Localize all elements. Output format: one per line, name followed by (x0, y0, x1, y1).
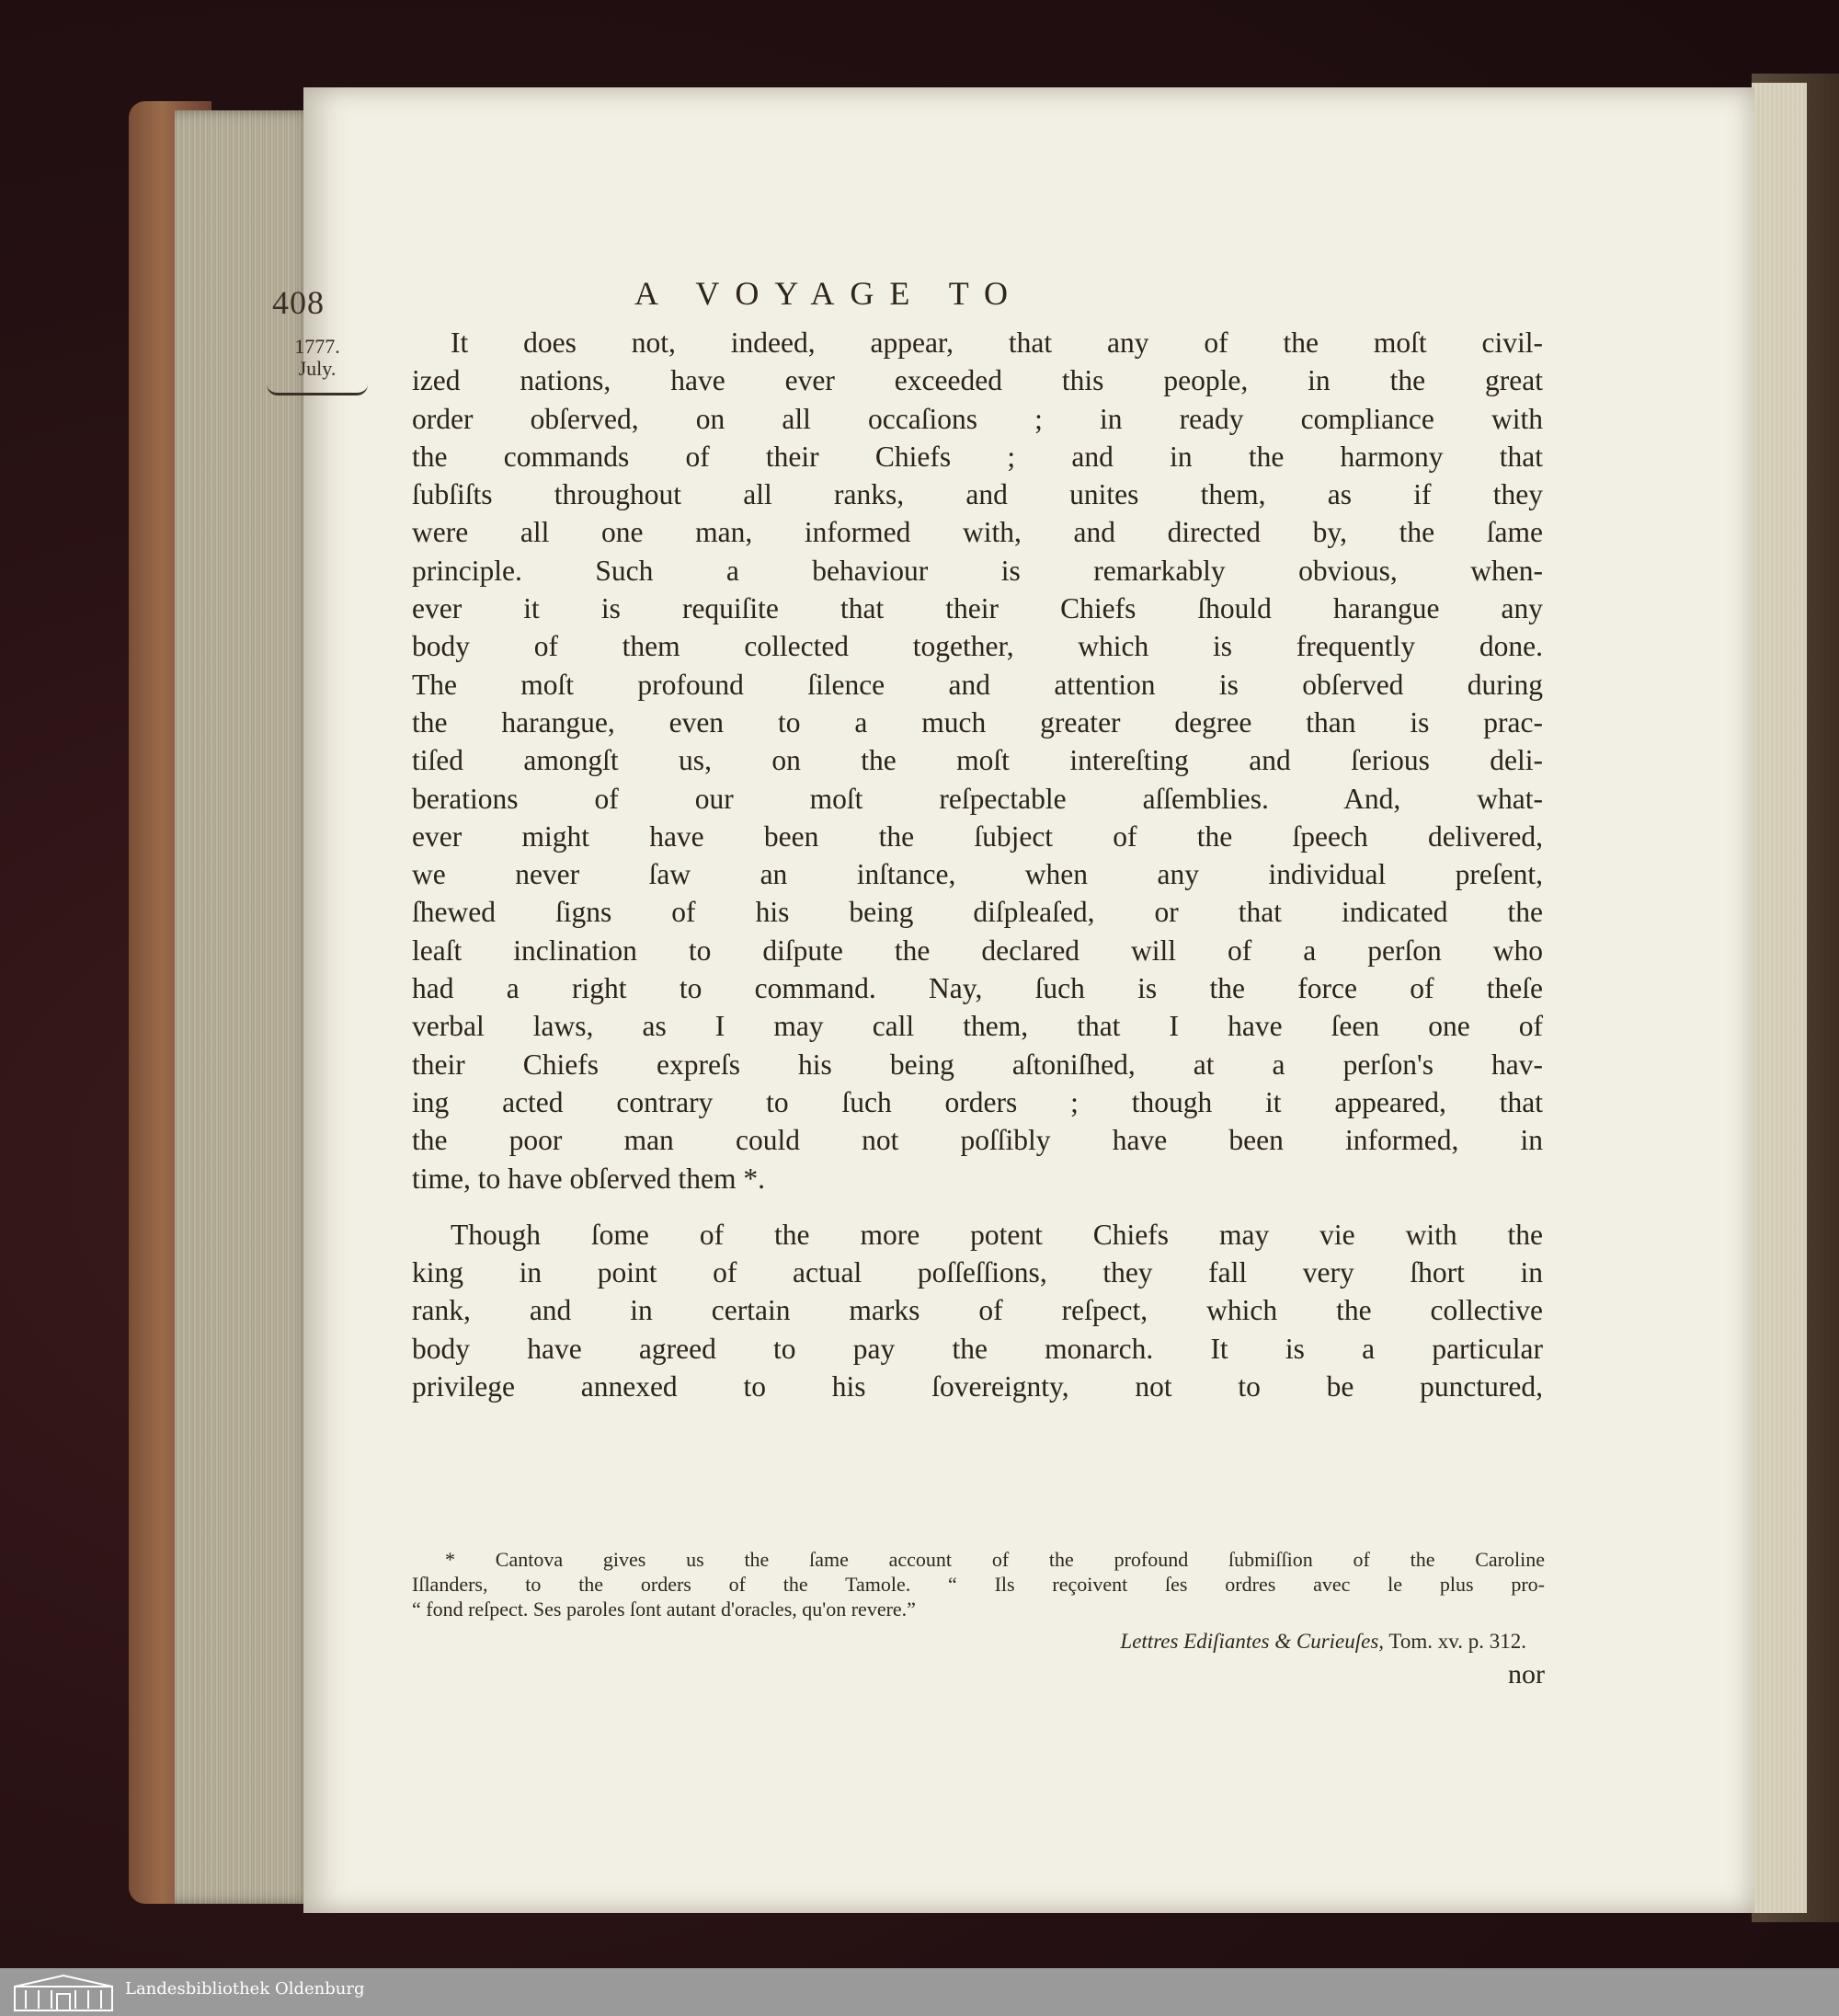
text-line: order obſerved, on all occaſions ; in ready compliance with (412, 402, 1543, 435)
running-head: A VOYAGE TO (634, 275, 1024, 312)
page-number: 408 (272, 284, 325, 321)
margin-bracket (267, 384, 368, 395)
text-line: verbal laws, as I may call them, that I have ſeen one of (412, 1010, 1543, 1043)
text-line: king in point of actual poſſeſſions, they fall very ſhort in (412, 1256, 1543, 1289)
text-line: their Chiefs expreſs his being aſtoniſhed, at a perſon's hav- (412, 1048, 1543, 1081)
text-line: berations of our moſt reſpectable aſſemblies. And, what- (412, 782, 1543, 815)
library-name: Landesbibliothek Oldenburg (125, 1979, 365, 1999)
text-line: the commands of their Chiefs ; and in the harmony that (412, 440, 1543, 473)
text-line: rank, and in certain marks of reſpect, which the collective (412, 1294, 1543, 1327)
footnote-line: “ fond reſpect. Ses paroles ſont autant d'oracles, qu'on revere.” (412, 1598, 916, 1621)
text-line: the poor man could not poſſibly have been informed, in (412, 1124, 1543, 1157)
text-line: principle. Such a behaviour is remarkably obvious, when- (412, 554, 1543, 587)
text-line: time, to have obſerved them *. (412, 1162, 766, 1195)
citation-reference: Tom. xv. p. 312. (1388, 1630, 1526, 1653)
body-text (412, 324, 1543, 1405)
paragraph-gap (412, 1197, 1543, 1216)
footnote-line: * Cantova gives us the ſame account of the profound ſubmiſſion of the Caroline (445, 1548, 1545, 1571)
margin-date-note (267, 336, 368, 395)
footnote (412, 1547, 1545, 1621)
text-line: had a right to command. Nay, ſuch is the force of theſe (412, 972, 1543, 1005)
library-building-icon (13, 1974, 114, 2012)
text-line: were all one man, informed with, and directed by, the ſame (412, 516, 1543, 549)
text-line: we never ſaw an inſtance, when any individual preſent, (412, 858, 1543, 891)
margin-month: July. (298, 357, 337, 380)
text-line: ſubſiſts throughout all ranks, and unites them, as if they (412, 478, 1543, 511)
text-line: tiſed amongſt us, on the moſt intereſting and ſerious deli- (412, 744, 1543, 777)
text-line: the harangue, even to a much greater degree than is prac- (412, 705, 1543, 739)
footnote-citation (855, 1630, 1526, 1654)
text-line: Though ſome of the more potent Chiefs may vie with the (451, 1218, 1543, 1251)
text-line: It does not, indeed, appear, that any of the moſt civil- (451, 326, 1543, 359)
text-line: body of them collected together, which is frequently done. (412, 630, 1543, 663)
text-line: body have agreed to pay the monarch. It is a particular (412, 1332, 1543, 1365)
text-line: privilege annexed to his ſovereignty, not to be punctured, (412, 1370, 1543, 1403)
text-line: The moſt profound ſilence and attention is obſerved during (412, 668, 1543, 701)
citation-title: Lettres Ediſiantes & Curieuſes, (1120, 1630, 1385, 1653)
text-line: ever might have been the ſubject of the ſpeech delivered, (412, 819, 1543, 853)
page-edges-right (1752, 83, 1807, 1913)
margin-year: 1777. (294, 335, 340, 358)
catchword: nor (1508, 1659, 1545, 1690)
text-line: ſhewed ſigns of his being diſpleaſed, or that indicated the (412, 896, 1543, 929)
footnote-line: Iſlanders, to the orders of the Tamole. “ Ils reçoivent ſes ordres avec le plus pro- (412, 1573, 1545, 1596)
text-line: leaſt inclination to diſpute the declared will of a perſon who (412, 934, 1543, 967)
text-line: ever it is requiſite that their Chiefs ſhould harangue any (412, 592, 1543, 625)
text-line: ized nations, have ever exceeded this people, in the great (412, 364, 1543, 397)
text-line: ing acted contrary to ſuch orders ; though it appeared, that (412, 1085, 1543, 1118)
